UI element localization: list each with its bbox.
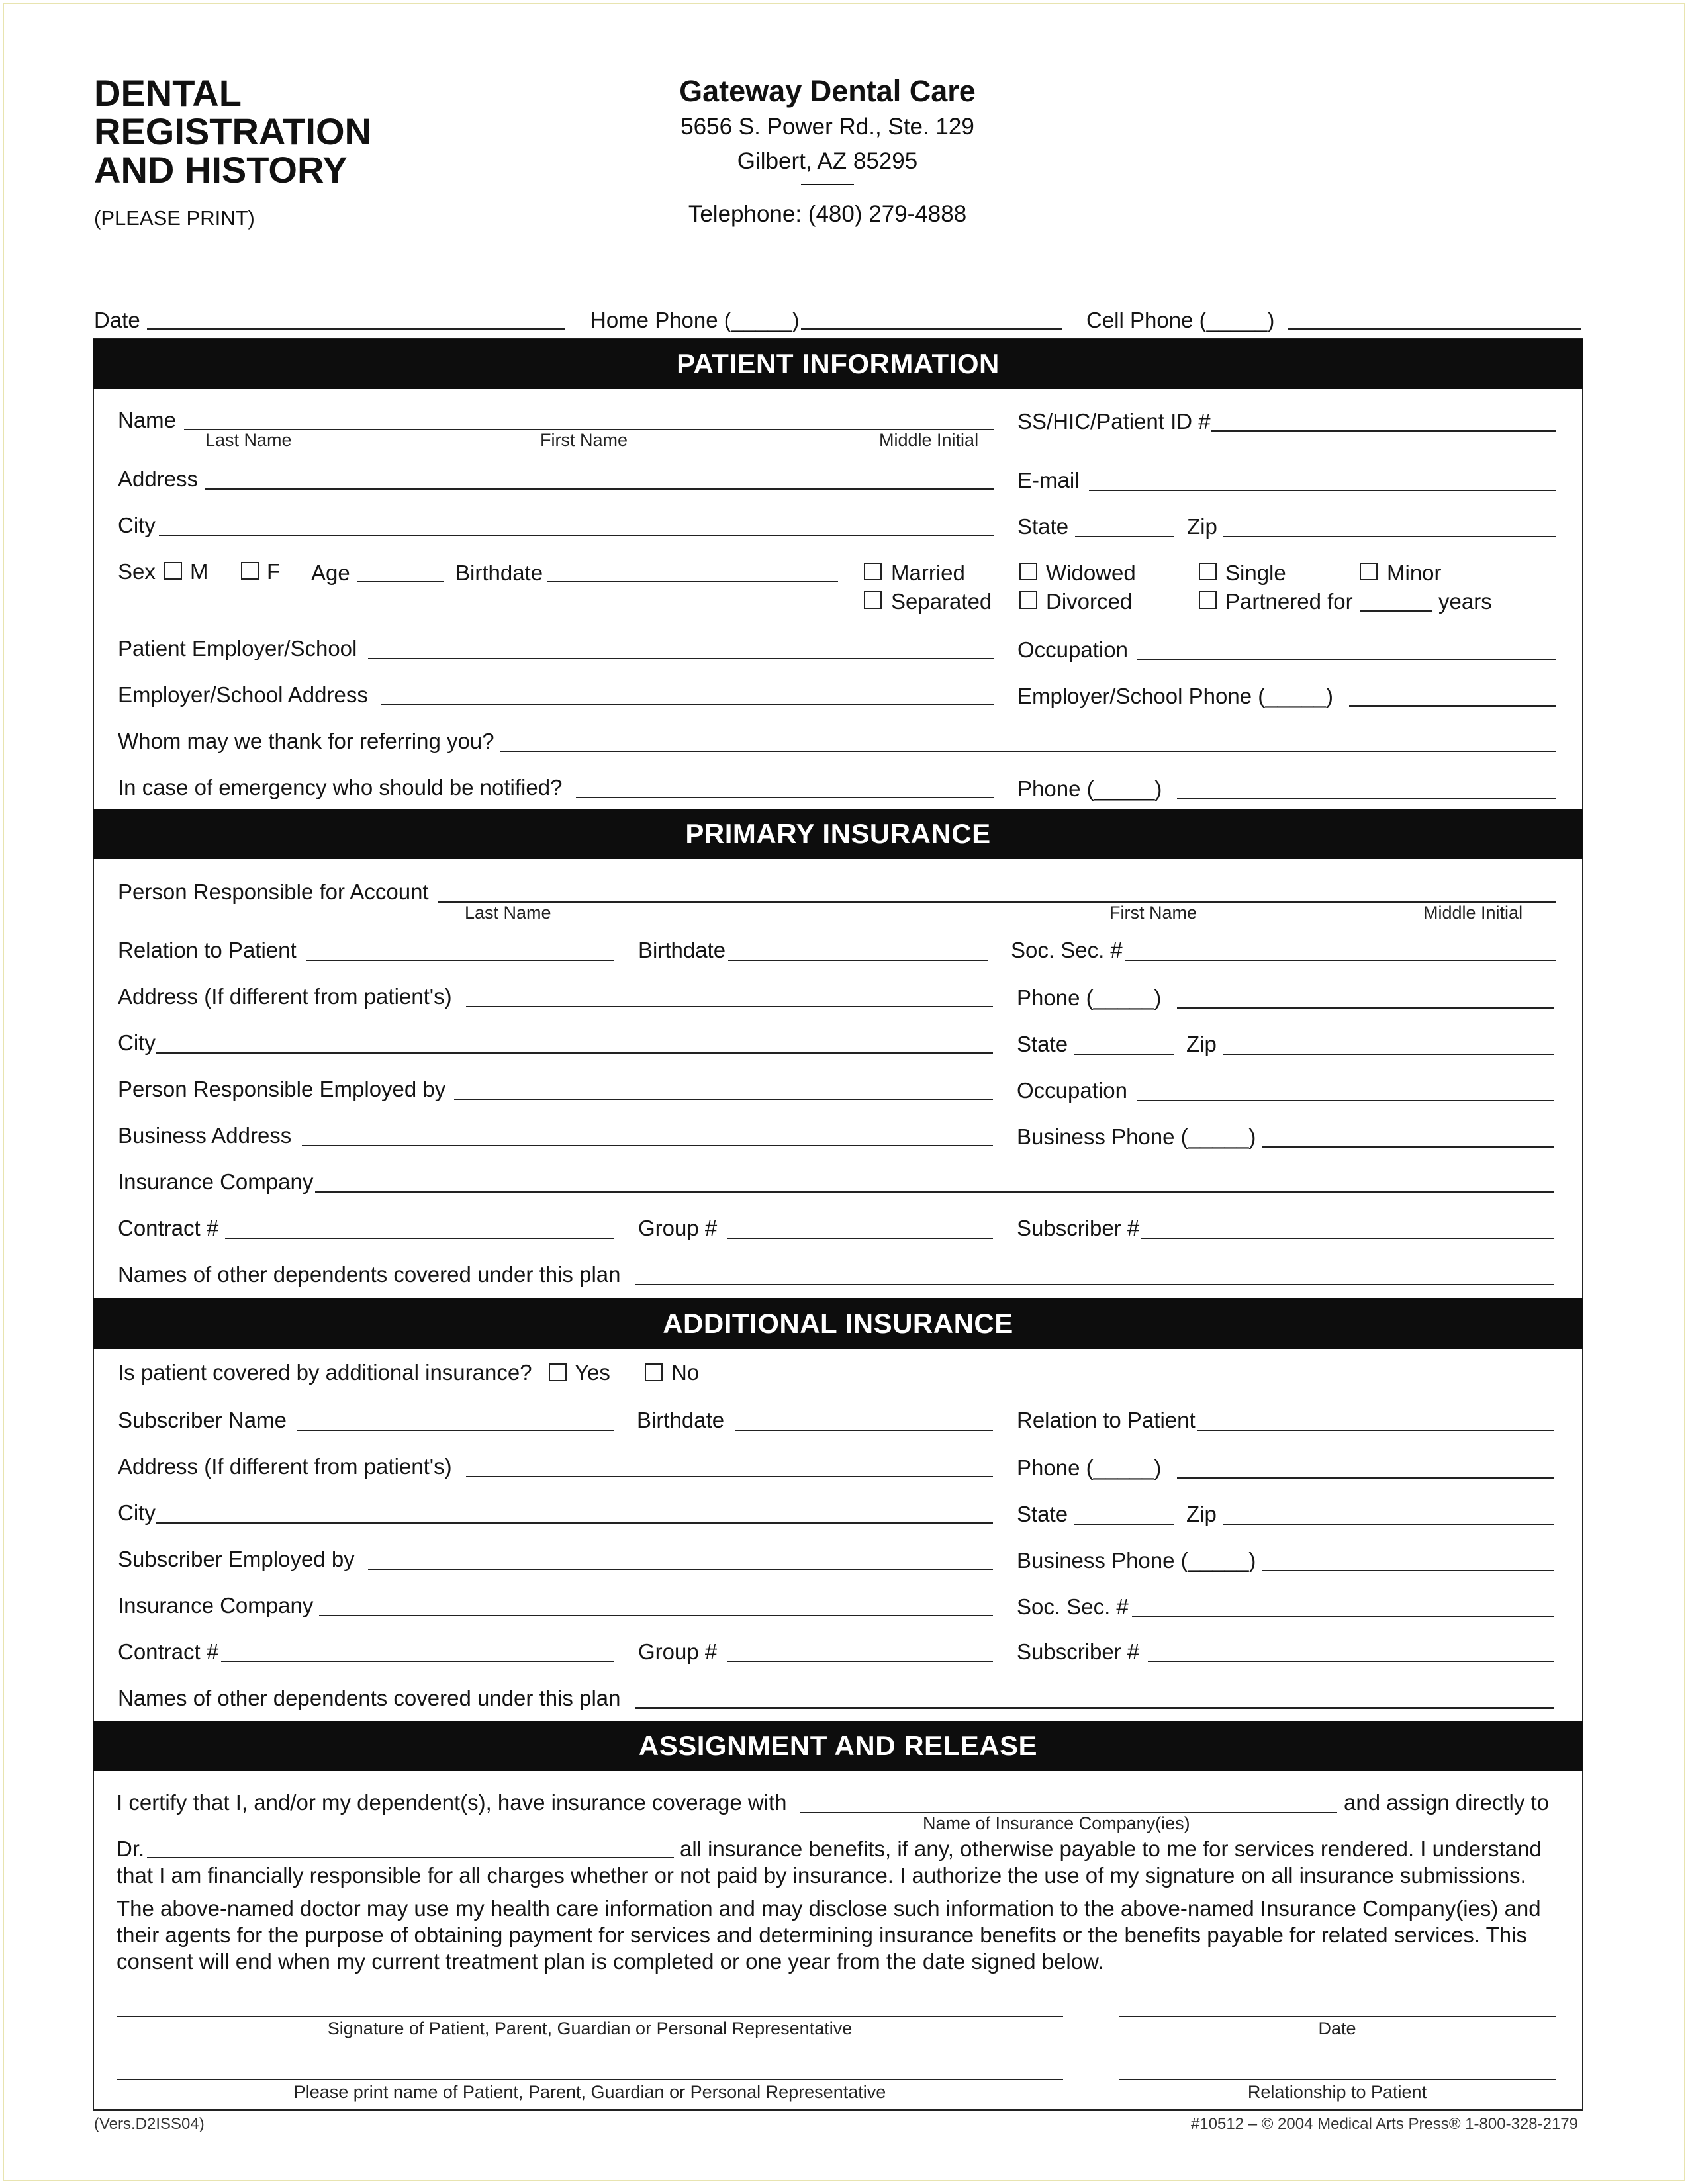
additional-no-checkbox[interactable] (645, 1363, 663, 1381)
primary-birthdate-field[interactable] (728, 960, 988, 961)
middle-initial-caption: Middle Initial (879, 430, 979, 450)
title-line-2: REGISTRATION (94, 111, 371, 152)
title-line-3: AND HISTORY (94, 149, 348, 191)
additional-subscriber-name-label: Subscriber Name (118, 1408, 287, 1432)
widowed-label: Widowed (1046, 561, 1136, 585)
sex-male-checkbox[interactable] (164, 562, 182, 580)
responsible-last-name-caption: Last Name (465, 903, 551, 923)
additional-business-phone-label: Business Phone (_____) (1017, 1548, 1256, 1572)
patient-name-label: Name (118, 408, 177, 432)
primary-address-label: Address (If different from patient's) (118, 984, 452, 1009)
patient-state-label: State (1017, 514, 1069, 539)
additional-no-label: No (671, 1360, 700, 1385)
patient-email-field[interactable] (1089, 490, 1556, 491)
married-checkbox[interactable] (864, 563, 882, 580)
relationship-field[interactable] (1119, 2079, 1556, 2080)
primary-zip-label: Zip (1186, 1032, 1217, 1056)
additional-address-field[interactable] (466, 1476, 993, 1477)
primary-occupation-field[interactable] (1137, 1100, 1554, 1101)
practice-info (576, 73, 1079, 232)
partnered-for-label: Partnered for (1225, 589, 1353, 614)
primary-dependents-field[interactable] (635, 1284, 1554, 1285)
financial-responsibility-text: that I am financially responsible for all charges whether or not paid by insurance. I authorize the use of my signature on all insurance submissions. (117, 1863, 1526, 1888)
additional-relation-label: Relation to Patient (1017, 1408, 1196, 1432)
sex-label: Sex (118, 559, 156, 584)
additional-soc-sec-label: Soc. Sec. # (1017, 1594, 1129, 1619)
section-assignment-release: ASSIGNMENT AND RELEASE (93, 1721, 1583, 1771)
additional-phone-field[interactable] (1177, 1477, 1554, 1479)
patient-city-field[interactable] (159, 535, 994, 536)
cell-phone-label: Cell Phone (_____) (1086, 308, 1275, 332)
primary-relation-field[interactable] (306, 960, 614, 961)
emergency-phone-label: Phone (_____) (1017, 776, 1162, 801)
printed-name-field[interactable] (117, 2079, 1063, 2080)
primary-birthdate-label: Birthdate (638, 938, 726, 962)
additional-zip-label: Zip (1186, 1502, 1217, 1526)
primary-city-field[interactable] (156, 1052, 993, 1054)
doctor-name-field[interactable] (147, 1857, 674, 1858)
patient-employer-label: Patient Employer/School (118, 636, 357, 660)
additional-yes-checkbox[interactable] (549, 1363, 567, 1381)
home-phone-field[interactable] (801, 328, 1062, 330)
patient-email-label: E-mail (1017, 468, 1080, 492)
patient-id-field[interactable] (1211, 430, 1556, 432)
partnered-checkbox[interactable] (1199, 591, 1217, 609)
responsible-field[interactable] (438, 901, 1556, 903)
patient-employer-field[interactable] (368, 658, 994, 659)
additional-business-phone-field[interactable] (1262, 1570, 1554, 1571)
age-field[interactable] (357, 581, 444, 582)
patient-zip-label: Zip (1187, 514, 1217, 539)
patient-occupation-label: Occupation (1017, 637, 1128, 662)
additional-contract-field[interactable] (221, 1661, 614, 1662)
sex-male-label: M (190, 559, 209, 584)
primary-address-field[interactable] (466, 1006, 993, 1007)
sex-female-checkbox[interactable] (241, 562, 259, 580)
married-label: Married (891, 561, 965, 585)
practice-address-2: Gilbert, AZ 85295 (737, 148, 918, 174)
section-primary-insurance: PRIMARY INSURANCE (93, 809, 1583, 859)
primary-business-address-field[interactable] (302, 1145, 993, 1146)
primary-subscriber-label: Subscriber # (1017, 1216, 1140, 1240)
patient-city-label: City (118, 513, 156, 537)
signature-date-field[interactable] (1119, 2016, 1556, 2017)
additional-soc-sec-field[interactable] (1132, 1616, 1554, 1617)
section-additional-insurance: ADDITIONAL INSURANCE (93, 1298, 1583, 1349)
divorced-checkbox[interactable] (1019, 591, 1037, 609)
patient-state-field[interactable] (1075, 536, 1174, 537)
primary-state-label: State (1017, 1032, 1068, 1056)
additional-yes-label: Yes (575, 1360, 610, 1385)
primary-group-field[interactable] (727, 1238, 993, 1239)
employer-address-field[interactable] (381, 704, 994, 705)
minor-label: Minor (1387, 561, 1442, 585)
home-phone-label: Home Phone (_____) (590, 308, 800, 332)
primary-zip-field[interactable] (1223, 1054, 1554, 1055)
emergency-phone-field[interactable] (1177, 798, 1556, 799)
patient-birthdate-field[interactable] (547, 581, 838, 582)
referral-field[interactable] (500, 751, 1556, 752)
additional-insurance-company-field[interactable] (319, 1615, 993, 1616)
insurance-company-caption: Name of Insurance Company(ies) (923, 1813, 1190, 1833)
print-note: (PLEASE PRINT) (94, 206, 255, 230)
divorced-label: Divorced (1046, 589, 1133, 614)
consent-paragraph: The above-named doctor may use my health care information and may disclose such information to the above-named Insurance Company(ies) and their agents for the purpose of obtaining payment for services and determining insurance benefits or the benefits payable for related services. This consent will end when my current treatment plan is completed or one year from the date signed below. (117, 1896, 1541, 1974)
relationship-caption: Relationship to Patient (1247, 2082, 1427, 2102)
primary-group-label: Group # (638, 1216, 718, 1240)
emergency-contact-label: In case of emergency who should be notified? (118, 775, 563, 799)
additional-dependents-field[interactable] (635, 1707, 1554, 1709)
primary-subscriber-field[interactable] (1141, 1238, 1554, 1239)
primary-city-label: City (118, 1030, 156, 1055)
patient-id-label: SS/HIC/Patient ID # (1017, 409, 1211, 433)
responsible-first-name-caption: First Name (1109, 903, 1197, 923)
additional-state-label: State (1017, 1502, 1068, 1526)
patient-address-field[interactable] (205, 488, 994, 490)
primary-employed-by-label: Person Responsible Employed by (118, 1077, 446, 1101)
additional-insurance-company-label: Insurance Company (118, 1593, 314, 1617)
signature-caption: Signature of Patient, Parent, Guardian or Personal Representative (327, 2019, 853, 2038)
additional-zip-field[interactable] (1223, 1524, 1554, 1525)
signature-date-caption: Date (1318, 2019, 1356, 2038)
header-divider (801, 184, 854, 185)
employer-address-label: Employer/School Address (118, 682, 368, 707)
separated-checkbox[interactable] (864, 591, 882, 609)
minor-checkbox[interactable] (1360, 563, 1378, 580)
patient-zip-field[interactable] (1223, 536, 1556, 537)
additional-city-field[interactable] (156, 1522, 993, 1524)
single-label: Single (1225, 561, 1286, 585)
patient-occupation-field[interactable] (1137, 659, 1556, 660)
primary-contract-field[interactable] (225, 1238, 614, 1239)
additional-subscriber-label: Subscriber # (1017, 1639, 1140, 1664)
partnered-years-field[interactable] (1360, 610, 1432, 612)
cell-phone-field[interactable] (1288, 328, 1581, 330)
separated-label: Separated (891, 589, 992, 614)
additional-employed-by-label: Subscriber Employed by (118, 1547, 355, 1571)
sex-female-label: F (267, 559, 281, 584)
additional-birthdate-field[interactable] (735, 1430, 993, 1431)
additional-relation-field[interactable] (1197, 1430, 1554, 1431)
primary-occupation-label: Occupation (1017, 1078, 1127, 1103)
primary-insurance-company-field[interactable] (315, 1191, 1554, 1193)
benefits-text: all insurance benefits, if any, otherwise payable to me for services rendered. I understand (680, 1837, 1542, 1861)
additional-state-field[interactable] (1074, 1524, 1174, 1525)
practice-address-1: 5656 S. Power Rd., Ste. 129 (680, 114, 974, 140)
title-line-1: DENTAL (94, 72, 242, 114)
doctor-label: Dr. (117, 1837, 145, 1861)
first-name-caption: First Name (540, 430, 628, 450)
additional-birthdate-label: Birthdate (637, 1408, 725, 1432)
patient-address-label: Address (118, 467, 199, 491)
primary-contract-label: Contract # (118, 1216, 219, 1240)
signature-field[interactable] (117, 2016, 1063, 2017)
responsible-label: Person Responsible for Account (118, 880, 429, 904)
primary-employed-by-field[interactable] (454, 1099, 993, 1100)
practice-telephone: Telephone: (480) 279-4888 (688, 201, 967, 227)
section-patient-information: PATIENT INFORMATION (93, 339, 1583, 389)
patient-birthdate-label: Birthdate (455, 561, 543, 585)
additional-subscriber-field[interactable] (1148, 1661, 1554, 1662)
practice-name: Gateway Dental Care (679, 74, 976, 108)
primary-business-phone-field[interactable] (1262, 1146, 1554, 1148)
years-label: years (1438, 589, 1492, 614)
version-code: (Vers.D2ISS04) (94, 2115, 205, 2133)
certify-text: I certify that I, and/or my dependent(s), have insurance coverage with (117, 1790, 787, 1815)
additional-group-label: Group # (638, 1639, 718, 1664)
primary-business-phone-label: Business Phone (_____) (1017, 1124, 1256, 1149)
date-field[interactable] (147, 328, 565, 330)
emergency-contact-field[interactable] (576, 797, 994, 798)
printed-name-caption: Please print name of Patient, Parent, Guardian or Personal Representative (293, 2082, 886, 2102)
assign-directly-text: and assign directly to (1344, 1790, 1550, 1815)
single-checkbox[interactable] (1199, 563, 1217, 580)
referral-label: Whom may we thank for referring you? (118, 729, 494, 753)
copyright-text: #10512 – © 2004 Medical Arts Press® 1-800-328-2179 (1190, 2115, 1578, 2133)
additional-subscriber-name-field[interactable] (297, 1430, 614, 1431)
employer-phone-label: Employer/School Phone (_____) (1017, 684, 1333, 708)
last-name-caption: Last Name (205, 430, 292, 450)
additional-address-label: Address (If different from patient's) (118, 1454, 452, 1479)
primary-phone-label: Phone (_____) (1017, 985, 1162, 1010)
primary-business-address-label: Business Address (118, 1123, 292, 1148)
employer-phone-field[interactable] (1349, 705, 1556, 707)
additional-contract-label: Contract # (118, 1639, 219, 1664)
form-title (94, 74, 371, 189)
responsible-middle-initial-caption: Middle Initial (1423, 903, 1523, 923)
additional-phone-label: Phone (_____) (1017, 1455, 1162, 1480)
primary-soc-sec-field[interactable] (1125, 960, 1556, 961)
age-label: Age (311, 561, 350, 585)
primary-dependents-label: Names of other dependents covered under this plan (118, 1262, 621, 1287)
primary-phone-field[interactable] (1177, 1007, 1554, 1009)
primary-relation-label: Relation to Patient (118, 938, 297, 962)
widowed-checkbox[interactable] (1019, 563, 1037, 580)
additional-group-field[interactable] (727, 1661, 993, 1662)
additional-employed-by-field[interactable] (368, 1569, 993, 1570)
additional-city-label: City (118, 1500, 156, 1525)
additional-covered-label: Is patient covered by additional insurance? (118, 1360, 532, 1385)
primary-insurance-company-label: Insurance Company (118, 1169, 314, 1194)
date-label: Date (94, 308, 140, 332)
primary-soc-sec-label: Soc. Sec. # (1011, 938, 1123, 962)
primary-state-field[interactable] (1074, 1054, 1174, 1055)
additional-dependents-label: Names of other dependents covered under this plan (118, 1686, 621, 1710)
